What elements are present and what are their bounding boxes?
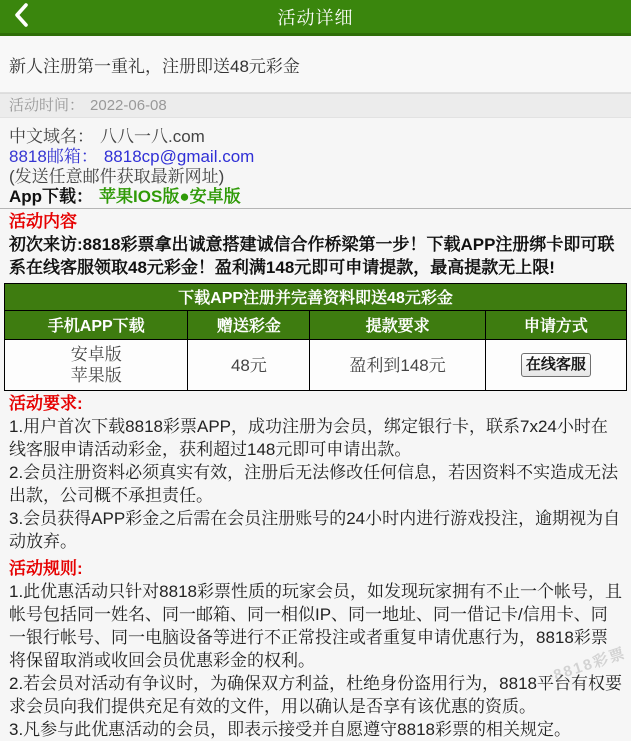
col-header-app-download: 手机APP下载	[5, 311, 188, 340]
app-download-line	[9, 187, 622, 207]
page-title: 活动详细	[277, 7, 354, 28]
domain-line	[9, 127, 622, 147]
rule-item-1: 1.此优惠活动只针对8818彩票性质的玩家会员，如发现玩家拥有不止一个帐号，且帐号包括同一姓名、同一邮箱、同一相似IP、同一地址、同一借记卡/信用卡、同一银行帐号、同一电脑设备等进行不正常投注或者重复申请优惠行为，8818彩票将保留取消或收回会员优惠彩金的权利。	[9, 582, 622, 670]
col-header-apply-method: 申请方式	[485, 311, 626, 340]
activity-time-value: 2022-06-08	[90, 97, 167, 114]
email-link[interactable]: 8818cp@gmail.com	[103, 147, 255, 166]
email-label: 8818邮箱：	[9, 147, 98, 166]
bonus-table-caption: 下载APP注册并完善资料即送48元彩金	[5, 284, 627, 311]
requirement-item-1: 1.用户首次下载8818彩票APP，成功注册为会员，绑定银行卡，联系7x24小时在线客服申请活动彩金，获利超过148元即可申请出款。	[9, 417, 608, 459]
rule-item-2: 2.若会员对活动有争议时，为确保双方利益，杜绝身份盗用行为，8818平台有权要求会员向我们提供充足有效的文件，用以确认是否享有该优惠的资质。	[9, 674, 622, 716]
cell-withdraw-requirement: 盈利到148元	[310, 340, 485, 391]
app-download-links[interactable]: 苹果IOS版●安卓版	[99, 187, 241, 206]
back-button[interactable]	[8, 4, 34, 30]
bonus-table	[4, 283, 627, 391]
activity-time-label: 活动时间：	[9, 97, 85, 114]
requirement-item-3: 3.会员获得APP彩金之后需在会员注册账号的24小时内进行游戏投注，逾期视为自动放弃。	[9, 509, 621, 551]
ios-version-label: 苹果版	[70, 366, 122, 385]
rule-item-3-clipped: 3.凡参与此优惠活动的会员，即表示接受并自愿遵守8818彩票的相关规定。	[9, 720, 571, 739]
contact-info-block	[0, 118, 631, 209]
app-download-label: App下载：	[9, 187, 94, 206]
requirements-heading: 活动要求:	[9, 394, 83, 413]
content-section-heading: 活动内容	[9, 212, 77, 231]
activity-time-bar	[0, 93, 631, 118]
domain-value: 八八一八.com	[100, 127, 205, 146]
requirement-item-2: 2.会员注册资料必须真实有效，注册后无法修改任何信息，若因资料不实造成无法出款，公司概不承担责任。	[9, 463, 619, 505]
table-row	[5, 340, 627, 391]
email-line	[9, 147, 622, 167]
chevron-left-icon	[10, 2, 32, 33]
cell-bonus-amount: 48元	[188, 340, 310, 391]
bonus-table-header-row	[5, 311, 627, 340]
domain-label: 中文域名：	[9, 127, 94, 146]
promo-headline: 新人注册第一重礼，注册即送48元彩金	[0, 36, 631, 93]
email-note: (发送任意邮件获取最新网址)	[9, 167, 225, 186]
android-version-label: 安卓版	[70, 345, 122, 364]
cell-apply-method	[485, 340, 626, 391]
online-customer-service-button[interactable]: 在线客服	[521, 353, 591, 377]
col-header-bonus: 赠送彩金	[188, 311, 310, 340]
cell-app-versions	[5, 340, 188, 391]
app-header	[0, 0, 631, 36]
content-body-text: 初次来访:8818彩票拿出诚意搭建诚信合作桥梁第一步！下载APP注册绑卡即可联系在线客服领取48元彩金！盈利满148元即可申请提款，最高提款无上限!	[9, 235, 615, 277]
bonus-table-caption-row	[5, 284, 627, 311]
watermark: 8818彩票	[551, 644, 629, 685]
col-header-withdraw-requirement: 提款要求	[310, 311, 485, 340]
rules-heading: 活动规则:	[9, 559, 83, 578]
